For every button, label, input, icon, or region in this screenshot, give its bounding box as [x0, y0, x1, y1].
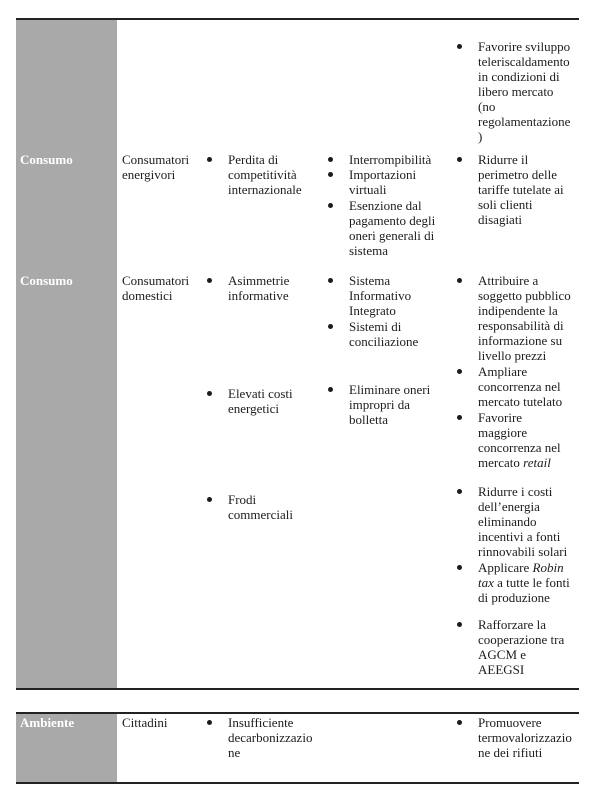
bullet-icon	[207, 720, 212, 725]
existing-measure-item: Sistema Informativo Integrato	[349, 273, 449, 318]
bullet-icon	[207, 497, 212, 502]
table-top-bottom-rule	[16, 688, 579, 690]
sector-label: Consumo	[20, 152, 73, 167]
problem-item: Asimmetrie informative	[228, 273, 320, 303]
existing-measure-item: Esenzione dal pagamento degli oneri generali di sistema	[349, 198, 449, 258]
bullet-icon	[457, 278, 462, 283]
problem-item: Perdita di competitività internazionale	[228, 152, 320, 197]
bullet-icon	[328, 172, 333, 177]
policy-table-bottom	[16, 712, 579, 784]
table-bottom-rule-bottom	[16, 782, 579, 784]
sector-label: Consumo	[20, 273, 73, 288]
bullet-icon	[207, 278, 212, 283]
bullet-icon	[457, 565, 462, 570]
sector-label: Ambiente	[20, 715, 75, 730]
proposal-item: Favorire maggiore concorrenza nel mercato retail	[478, 410, 578, 470]
proposal-item: Ridurre il perimetro delle tariffe tutelate ai soli clienti disagiati	[478, 152, 578, 227]
proposal-item: Attribuire a soggetto pubblico indipendente la responsabilità di informazione su livello prezzi	[478, 273, 578, 363]
bullet-icon	[328, 278, 333, 283]
bullet-icon	[457, 44, 462, 49]
existing-measure-item: Eliminare oneri impropri da bolletta	[349, 382, 449, 427]
bullet-icon	[457, 720, 462, 725]
policy-table-top	[16, 18, 579, 690]
proposal-item: Ridurre i costi dell’energia eliminando incentivi a fonti rinnovabili solari	[478, 484, 578, 559]
bullet-icon	[457, 622, 462, 627]
bullet-icon	[207, 157, 212, 162]
problem-item: Insufficiente decarbonizzazio ne	[228, 715, 320, 760]
bullet-icon	[328, 324, 333, 329]
bullet-icon	[328, 157, 333, 162]
bullet-icon	[457, 489, 462, 494]
proposal-item: Promuovere termovalorizzazio ne dei rifiuti	[478, 715, 578, 760]
actor-label: Consumatori domestici	[122, 273, 190, 303]
proposal-item: Favorire sviluppo teleriscaldamento in condizioni di libero mercato (no regolamentazione )	[478, 39, 578, 144]
existing-measure-item: Interrompibilità	[349, 152, 449, 167]
actor-label: Cittadini	[122, 715, 168, 730]
bullet-icon	[457, 369, 462, 374]
bullet-icon	[457, 157, 462, 162]
bullet-icon	[457, 415, 462, 420]
actor-label: Consumatori energivori	[122, 152, 190, 182]
proposal-item: Ampliare concorrenza nel mercato tutelato	[478, 364, 578, 409]
bullet-icon	[328, 387, 333, 392]
existing-measure-item: Sistemi di conciliazione	[349, 319, 449, 349]
problem-item: Frodi commerciali	[228, 492, 320, 522]
problem-item: Elevati costi energetici	[228, 386, 320, 416]
proposal-item: Rafforzare la cooperazione tra AGCM e AEEGSI	[478, 617, 578, 677]
bullet-icon	[328, 203, 333, 208]
proposal-item: Applicare Robin tax a tutte le fonti di produzione	[478, 560, 578, 605]
bullet-icon	[207, 391, 212, 396]
sector-column	[16, 20, 117, 688]
existing-measure-item: Importazioni virtuali	[349, 167, 449, 197]
